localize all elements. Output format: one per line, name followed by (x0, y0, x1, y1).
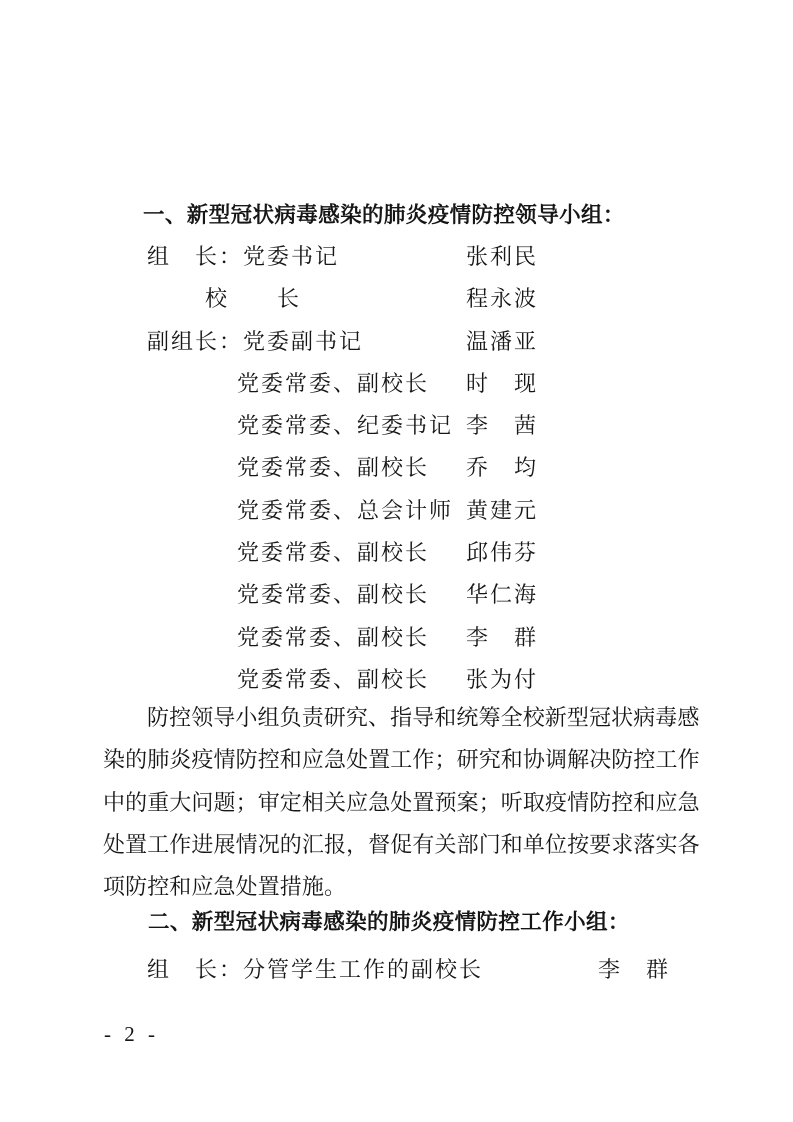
person-name: 黄建元 (466, 498, 539, 523)
role-label: 党委常委、纪委书记 (237, 413, 454, 438)
person-name: 张利民 (466, 244, 539, 269)
role-label: 党委常委、总会计师 (237, 498, 454, 523)
person-name: 程永波 (466, 286, 539, 311)
paragraph-line: 染的肺炎疫情防控和应急处置工作；研究和协调解决防控工作 (103, 747, 700, 773)
role-label: 党委常委、副校长 (237, 455, 430, 480)
role-label: 党委常委、副校长 (237, 540, 430, 565)
paragraph-line: 处置工作进展情况的汇报，督促有关部门和单位按要求落实各 (103, 831, 700, 857)
paragraph-line: 中的重大问题；审定相关应急处置预案；听取疫情防控和应急 (103, 789, 700, 815)
section-2-heading: 二、新型冠状病毒感染的肺炎疫情防控工作小组： (148, 910, 630, 934)
role-label: 党委常委、副校长 (237, 371, 430, 396)
paragraph-line: 项防控和应急处置措施。 (103, 874, 347, 900)
person-name: 李 茜 (466, 413, 539, 438)
role-label: 党委常委、副校长 (237, 582, 430, 607)
person-name: 温潘亚 (466, 329, 539, 354)
section-1-heading: 一、新型冠状病毒感染的肺炎疫情防控领导小组： (143, 203, 625, 227)
person-name: 乔 均 (466, 455, 539, 480)
duties-paragraph (103, 697, 703, 908)
person-name: 李 群 (466, 625, 539, 650)
person-name: 时 现 (466, 371, 539, 396)
role-label: 校 长 (205, 286, 302, 311)
role-label: 组 长：分管学生工作的副校长 (147, 957, 484, 982)
person-name: 华仁海 (466, 582, 539, 607)
role-label: 党委常委、副校长 (237, 667, 430, 692)
role-label: 组 长：党委书记 (147, 244, 340, 269)
page-number: - 2 - (104, 1022, 159, 1046)
paragraph-line: 防控领导小组负责研究、指导和统筹全校新型冠状病毒感 (147, 705, 700, 730)
role-label: 党委常委、副校长 (237, 625, 430, 650)
person-name: 邱伟芬 (466, 540, 539, 565)
leader-row (0, 957, 671, 1055)
role-label: 副组长：党委副书记 (147, 329, 364, 354)
person-name: 张为付 (466, 667, 539, 692)
person-name: 李 群 (598, 957, 671, 982)
